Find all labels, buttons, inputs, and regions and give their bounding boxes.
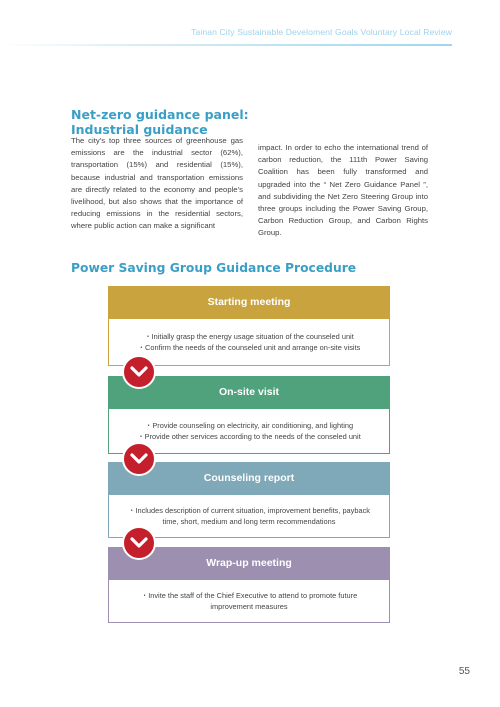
stage-label: Wrap-up meeting xyxy=(206,557,292,569)
stage-line: ・Confirm the needs of the counseled unit and arrange on-site visits xyxy=(137,343,361,352)
stage-label: Counseling report xyxy=(203,472,295,484)
stage-wrap-up-meeting-body xyxy=(108,579,390,623)
body-text-right: impact. In order to echo the international trend of carbon reduction, the 111th Power Saving Coalition has been fully transformed and upgraded into the “ Net Zero Guidance Panel ”, and subdividing the Net Zero Steering Group into three groups including the Power Saving Group, Carbon Reduction Group, and Carbon Rights Group. xyxy=(258,143,428,238)
stage-line: ・Provide other services according to the needs of the conseled unit xyxy=(137,432,361,441)
stage-label: On-site visit xyxy=(218,386,280,398)
chevron-down-icon xyxy=(122,355,156,389)
stage-line: time, short, medium and long term recommendations xyxy=(162,517,336,526)
section-title-line1: Net-zero guidance panel: xyxy=(71,107,249,122)
stage-line: ・Invite the staff of the Chief Executive to attend to promote future xyxy=(140,590,358,600)
chevron-down-icon xyxy=(122,442,156,476)
procedure-title: Power Saving Group Guidance Procedure xyxy=(71,261,357,275)
stage-line: ・Includes description of current situation, improvement benefits, payback xyxy=(128,505,370,515)
running-header: Tainan City Sustainable Develoment Goals Voluntary Local Review xyxy=(191,27,452,37)
section-title xyxy=(71,107,249,137)
stage-line: ・Initially grasp the energy usage situation of the counseled unit xyxy=(144,331,354,341)
stage-starting-meeting-header xyxy=(108,286,390,318)
page-number: 55 xyxy=(458,666,470,677)
body-text-left: The city’s top three sources of greenhouse gas emissions are the industrial sector (62%), transportation (15%) and residential (15%), because industrial and transportation emissions are directly related to the economy and people’s livelihood, but also shows that the importance of reducing emissions in the residential sectors, where public action can make a significant xyxy=(71,136,243,231)
chevron-down-icon xyxy=(122,526,156,560)
header-rule xyxy=(0,44,452,46)
stage-label: Starting meeting xyxy=(207,296,291,308)
stage-line: improvement measures xyxy=(210,602,288,611)
section-title-line2: Industrial guidance xyxy=(71,122,208,137)
stage-line: ・Provide counseling on electricity, air conditioning, and lighting xyxy=(144,420,354,430)
